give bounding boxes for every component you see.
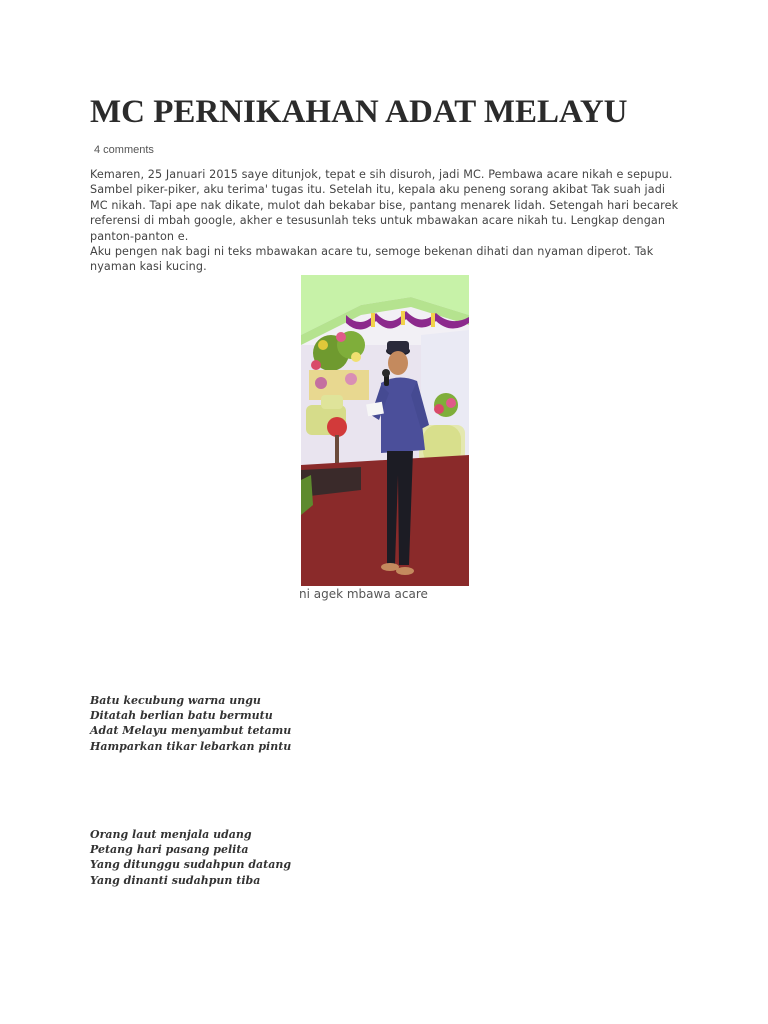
pantun-line: Yang dinanti sudahpun tiba — [90, 873, 261, 887]
pantun-line: Ditatah berlian batu bermutu — [90, 709, 273, 723]
intro-paragraph: Aku pengen nak bagi ni teks mbawakan acare tu, semoge bekenan dihati dan nyaman diperot. Tak nyaman kasi kucing. — [90, 245, 654, 274]
page-title: MC PERNIKAHAN ADAT MELAYU — [90, 94, 628, 130]
photo-caption: ni agek mbawa acare — [299, 587, 428, 601]
intro-text — [90, 167, 680, 275]
pantun-stanza — [90, 693, 291, 754]
mc-photo — [301, 275, 469, 586]
pantun-line: Hamparkan tikar lebarkan pintu — [90, 739, 292, 753]
comments-link[interactable]: 4 comments — [94, 144, 154, 156]
pantun-stanza — [90, 827, 291, 888]
pantun-line: Batu kecubung warna ungu — [90, 694, 261, 707]
pantun-line: Yang ditunggu sudahpun datang — [90, 858, 292, 872]
pantun-line: Petang hari pasang pelita — [90, 843, 249, 857]
pantun-line: Adat Melayu menyambut tetamu — [90, 724, 292, 738]
pantun-line: Orang laut menjala udang — [90, 828, 252, 841]
intro-paragraph: Kemaren, 25 Januari 2015 saye ditunjok, tepat e sih disuroh, jadi MC. Pembawa acare nikah e sepupu. Sambel piker-piker, aku terima' tugas itu. Setelah itu, kepala aku peneng sorang akibat Tak suah jadi MC nikah. Tapi ape nak dikate, mulot dah bekabar bise, pantang menarek lidah. Setengah hari becarek referensi di mbah google, akher e tesusunlah teks untuk mbawakan acare nikah tu. Lengkap dengan panton-panton e. — [90, 168, 679, 243]
